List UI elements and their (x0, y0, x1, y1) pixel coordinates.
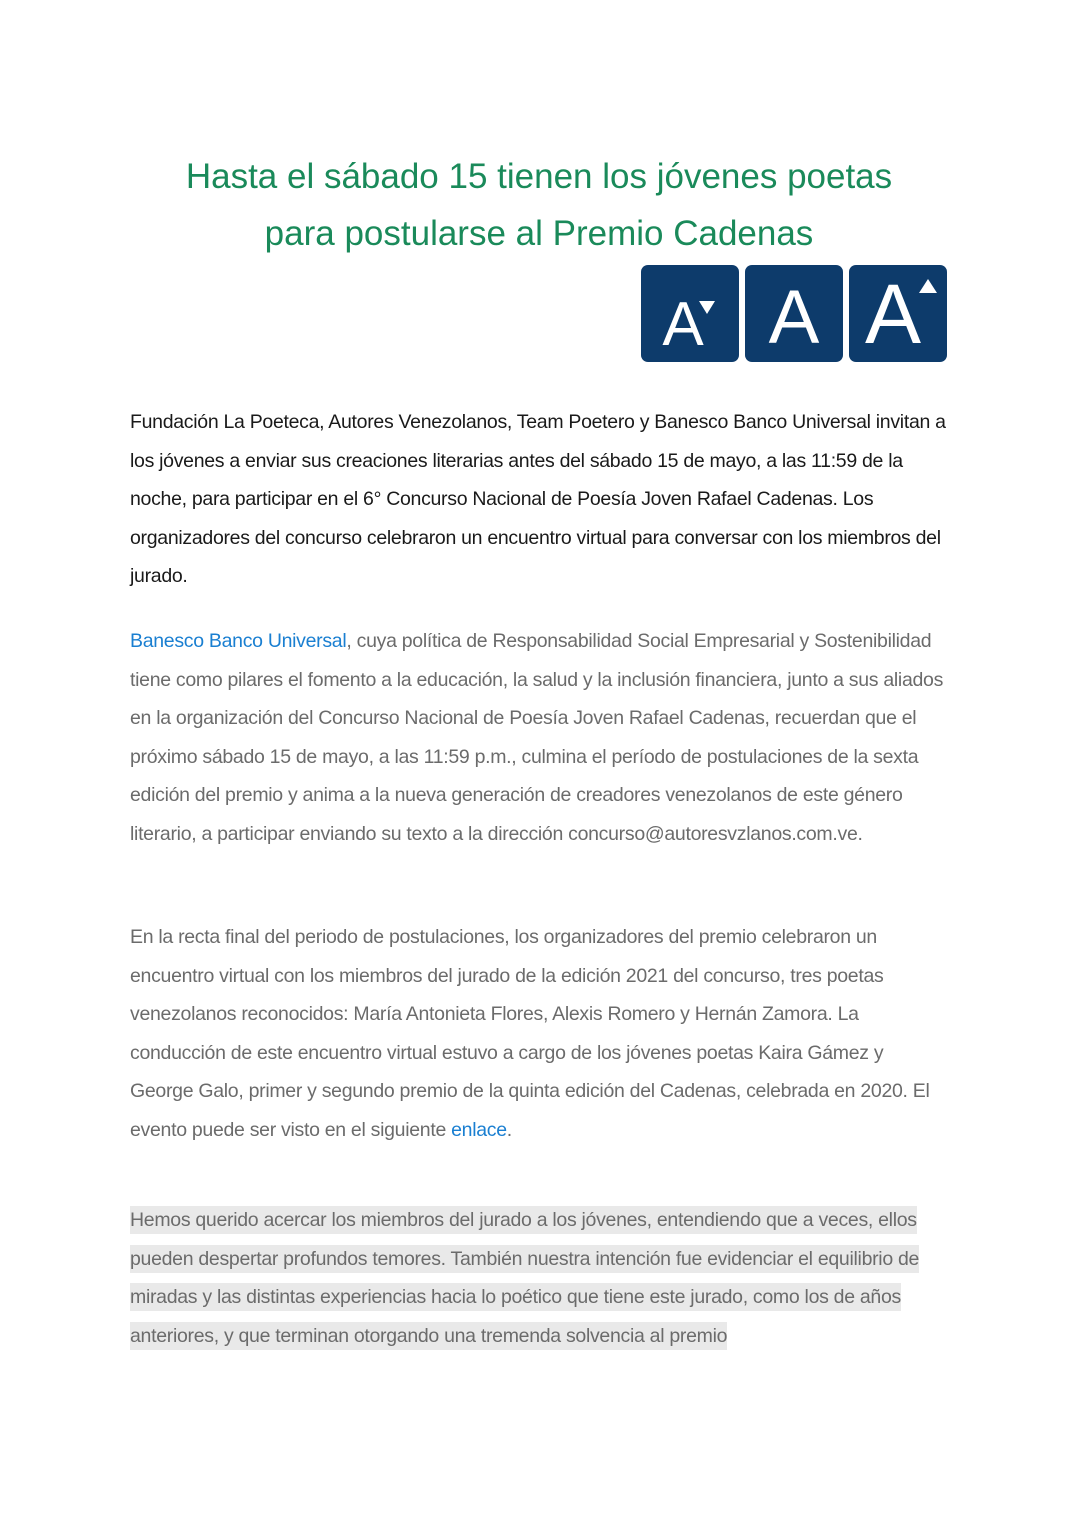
banesco-link[interactable]: Banesco Banco Universal (130, 630, 347, 652)
letter-a-icon: A (768, 275, 820, 360)
body-paragraph-2 (130, 918, 948, 1149)
body-paragraph-2-end: . (506, 1118, 512, 1141)
title-line-1: Hasta el sábado 15 tienen los jóvenes poetas (185, 157, 893, 197)
body-paragraph-1-text: , cuya política de Responsabilidad Social Empresarial y Sostenibilidad tiene como pilares el fomento a la educación, la salud y la inclusión financiera, junto a sus aliados en la organización del Concurso Nacional de Poesía Joven Rafael Cadenas, recuerdan que el próximo sábado 15 de mayo, a las 11:59 p.m., culmina el período de postulaciones de la sexta edición del premio y anima a la nueva generación de creadores venezolanos de este género literario, a participar enviando su texto a la dirección concurso@autoresvzlanos.com.ve. (130, 630, 944, 845)
triangle-down-icon (699, 301, 715, 314)
letter-a-icon: A (864, 267, 922, 361)
decrease-font-size-button[interactable] (641, 265, 739, 362)
body-paragraph-2-text: En la recta final del periodo de postulaciones, los organizadores del premio celebraron un encuentro virtual con los miembros del jurado de la edición 2021 del concurso, tres poetas venezolanos reconocidos: María Antonieta Flores, Alexis Romero y Hernán Zamora. La conducción de este encuentro virtual estuvo a cargo de los jóvenes poetas Kaira Gámez y George Galo, primer y segundo premio de la quinta edición del Cadenas, celebrada en 2020. El evento puede ser visto en el siguiente (130, 926, 930, 1141)
letter-a-icon: A (662, 290, 704, 359)
quote-text: Hemos querido acercar los miembros del jurado a los jóvenes, entendiendo que a veces, ellos pueden despertar profundos temores. También nuestra intención fue evidenciar el equilibrio de miradas y las distintas experiencias hacia lo poético que tiene este jurado, como los de años anteriores, y que terminan otorgando una tremenda solvencia al premio (130, 1206, 919, 1350)
intro-text: Fundación La Poeteca, Autores Venezolanos, Team Poetero y Banesco Banco Universal invitan a los jóvenes a enviar sus creaciones literarias antes del sábado 15 de mayo, a las 11:59 de la noche, para participar en el 6° Concurso Nacional de Poesía Joven Rafael Cadenas. Los organizadores del concurso celebraron un encuentro virtual para conversar con los miembros del jurado. (130, 411, 946, 587)
intro-paragraph (130, 403, 948, 596)
triangle-up-icon (919, 279, 937, 293)
font-size-controls (641, 265, 947, 362)
title-line-2: para postularse al Premio Cadenas (264, 214, 814, 254)
event-link[interactable]: enlace (451, 1118, 507, 1141)
article-title (130, 148, 948, 262)
normal-font-size-button[interactable] (745, 265, 843, 362)
quote-paragraph (130, 1201, 948, 1355)
increase-font-size-button[interactable] (849, 265, 947, 362)
body-paragraph-1 (130, 622, 948, 853)
